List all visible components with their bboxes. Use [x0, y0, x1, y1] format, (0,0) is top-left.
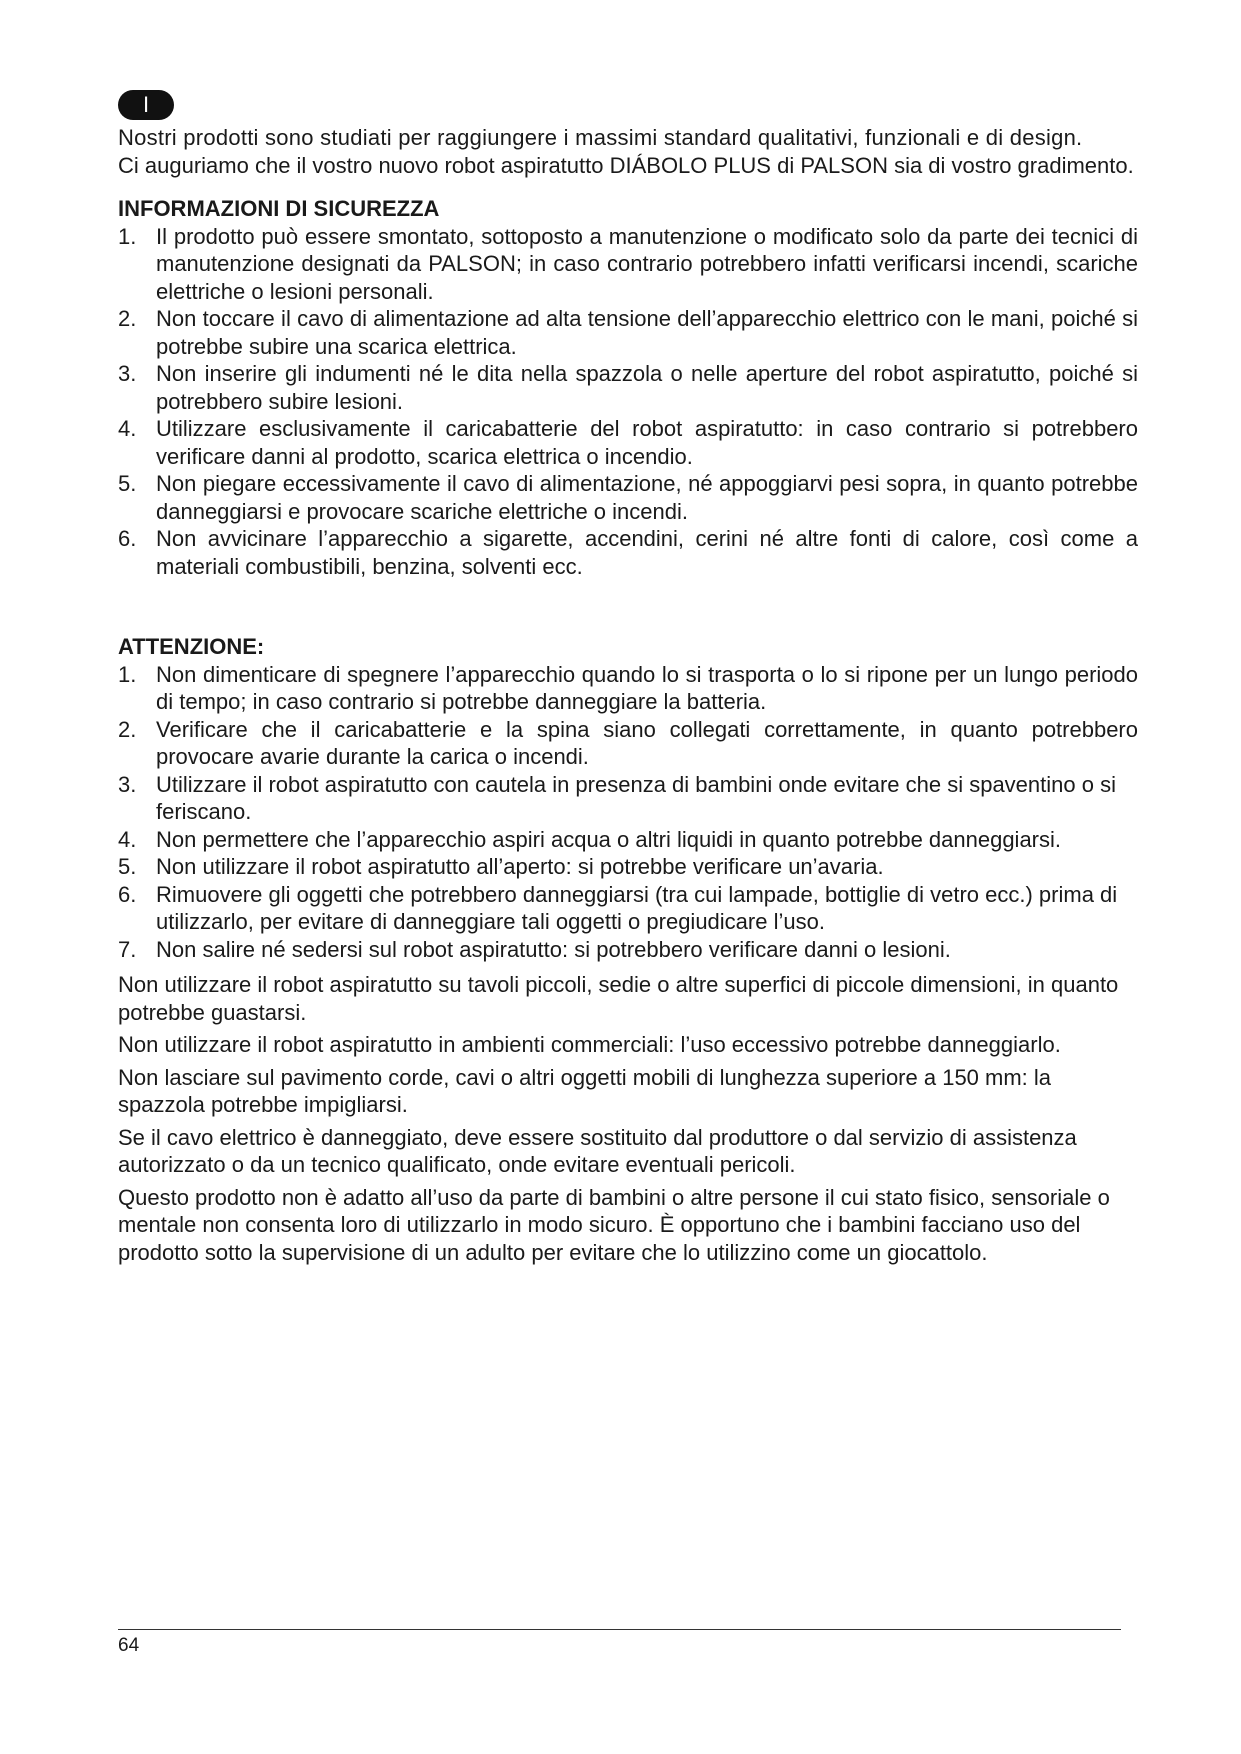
- footer-divider: [118, 1629, 1121, 1630]
- page-content: [118, 90, 1138, 1266]
- attention-item: [118, 936, 1138, 964]
- item-number: 6.: [118, 881, 137, 907]
- item-text: Utilizzare il robot aspiratutto con cautela in presenza di bambini onde evitare che si spaventino o si feriscano.: [156, 771, 1116, 824]
- item-number: 5.: [118, 471, 137, 496]
- safety-item: [118, 525, 1138, 580]
- attention-list: [118, 661, 1138, 964]
- paragraph: Non utilizzare il robot aspiratutto in ambienti commerciali: l’uso eccessivo potrebbe danneggiarlo.: [118, 1032, 1061, 1057]
- item-text: Non permettere che l’apparecchio aspiri acqua o altri liquidi in quanto potrebbe danneggiarsi.: [156, 826, 1062, 852]
- item-number: 2.: [118, 716, 137, 742]
- safety-list: [118, 223, 1138, 581]
- paragraph: Non utilizzare il robot aspiratutto su tavoli piccoli, sedie o altre superfici di piccole dimensioni, in quanto potrebbe guastarsi.: [118, 972, 1119, 1025]
- item-number: 2.: [118, 306, 137, 331]
- attention-title: ATTENZIONE:: [118, 634, 265, 659]
- item-text: Verificare che il caricabatterie e la spina siano collegati correttamente, in quanto potrebbero provocare avarie durante la carica o incendi.: [156, 716, 1138, 769]
- item-number: 3.: [118, 361, 137, 386]
- item-number: 1.: [118, 223, 137, 249]
- item-number: 1.: [118, 661, 137, 687]
- intro-line: Ci auguriamo che il vostro nuovo robot aspiratutto DIÁBOLO PLUS di PALSON sia di vostro gradimento.: [118, 152, 1134, 178]
- item-number: 4.: [118, 826, 137, 852]
- item-number: 7.: [118, 936, 137, 962]
- safety-item: [118, 415, 1138, 470]
- attention-item: [118, 661, 1138, 716]
- item-text: Utilizzare esclusivamente il caricabatterie del robot aspiratutto: in caso contrario si potrebbero verificare danni al prodotto, scarica elettrica o incendio.: [156, 416, 1138, 469]
- paragraph: Questo prodotto non è adatto all’uso da parte di bambini o altre persone il cui stato fisico, sensoriale o mentale non consenta loro di utilizzarlo in modo sicuro. È opportuno che i bambini facciano uso del prodotto sotto la supervisione di un adulto per evitare che lo utilizzino come un giocattolo.: [118, 1184, 1110, 1265]
- attention-item: [118, 853, 1138, 881]
- attention-item: [118, 716, 1138, 771]
- item-number: 6.: [118, 526, 137, 551]
- paragraph: Non lasciare sul pavimento corde, cavi o altri oggetti mobili di lunghezza superiore a 150 mm: la spazzola potrebbe impigliarsi.: [118, 1064, 1052, 1117]
- attention-item: [118, 771, 1138, 826]
- body-paragraphs: [118, 971, 1138, 1266]
- paragraph: Se il cavo elettrico è danneggiato, deve essere sostituito dal produttore o dal servizio di assistenza autorizzato o da un tecnico qualificato, onde evitare eventuali pericoli.: [118, 1124, 1077, 1177]
- item-text: Rimuovere gli oggetti che potrebbero danneggiarsi (tra cui lampade, bottiglie di vetro ecc.) prima di utilizzarlo, per evitare di danneggiare tali oggetti o pregiudicare l’uso.: [156, 881, 1118, 934]
- item-number: 4.: [118, 416, 137, 441]
- safety-item: [118, 470, 1138, 525]
- attention-item: [118, 826, 1138, 854]
- language-badge: I: [118, 90, 174, 120]
- item-text: Il prodotto può essere smontato, sottoposto a manutenzione o modificato solo da parte dei tecnici di manutenzione designati da PALSON; in caso contrario potrebbero infatti verificarsi incendi, scariche elettriche o lesioni personali.: [156, 223, 1138, 304]
- item-number: 5.: [118, 854, 137, 879]
- item-text: Non inserire gli indumenti né le dita nella spazzola o nelle aperture del robot aspiratutto, poiché si potrebbero subire lesioni.: [156, 361, 1138, 414]
- page-number: 64: [118, 1635, 140, 1656]
- safety-item: [118, 360, 1138, 415]
- item-text: Non salire né sedersi sul robot aspiratutto: si potrebbero verificare danni o lesioni.: [156, 936, 951, 962]
- safety-item: [118, 223, 1138, 306]
- item-number: 3.: [118, 771, 137, 797]
- attention-item: [118, 881, 1138, 936]
- intro: [118, 124, 1138, 179]
- item-text: Non piegare eccessivamente il cavo di alimentazione, né appoggiarvi pesi sopra, in quanto potrebbe danneggiarsi e provocare scariche elettriche o incendi.: [156, 471, 1138, 524]
- item-text: Non dimenticare di spegnere l’apparecchio quando lo si trasporta o lo si ripone per un lungo periodo di tempo; in caso contrario si potrebbe danneggiare la batteria.: [156, 661, 1138, 714]
- safety-title: INFORMAZIONI DI SICUREZZA: [118, 196, 440, 221]
- attention-section: [118, 633, 1138, 963]
- item-text: Non avvicinare l’apparecchio a sigarette, accendini, cerini né altre fonti di calore, così come a materiali combustibili, benzina, solventi ecc.: [156, 526, 1138, 579]
- item-text: Non toccare il cavo di alimentazione ad alta tensione dell’apparecchio elettrico con le mani, poiché si potrebbe subire una scarica elettrica.: [156, 306, 1138, 359]
- item-text: Non utilizzare il robot aspiratutto all’aperto: si potrebbe verificare un’avaria.: [156, 854, 884, 879]
- safety-item: [118, 305, 1138, 360]
- intro-line: Nostri prodotti sono studiati per raggiungere i massimi standard qualitativi, funzionali e di design.: [118, 125, 1083, 150]
- safety-section: [118, 195, 1138, 580]
